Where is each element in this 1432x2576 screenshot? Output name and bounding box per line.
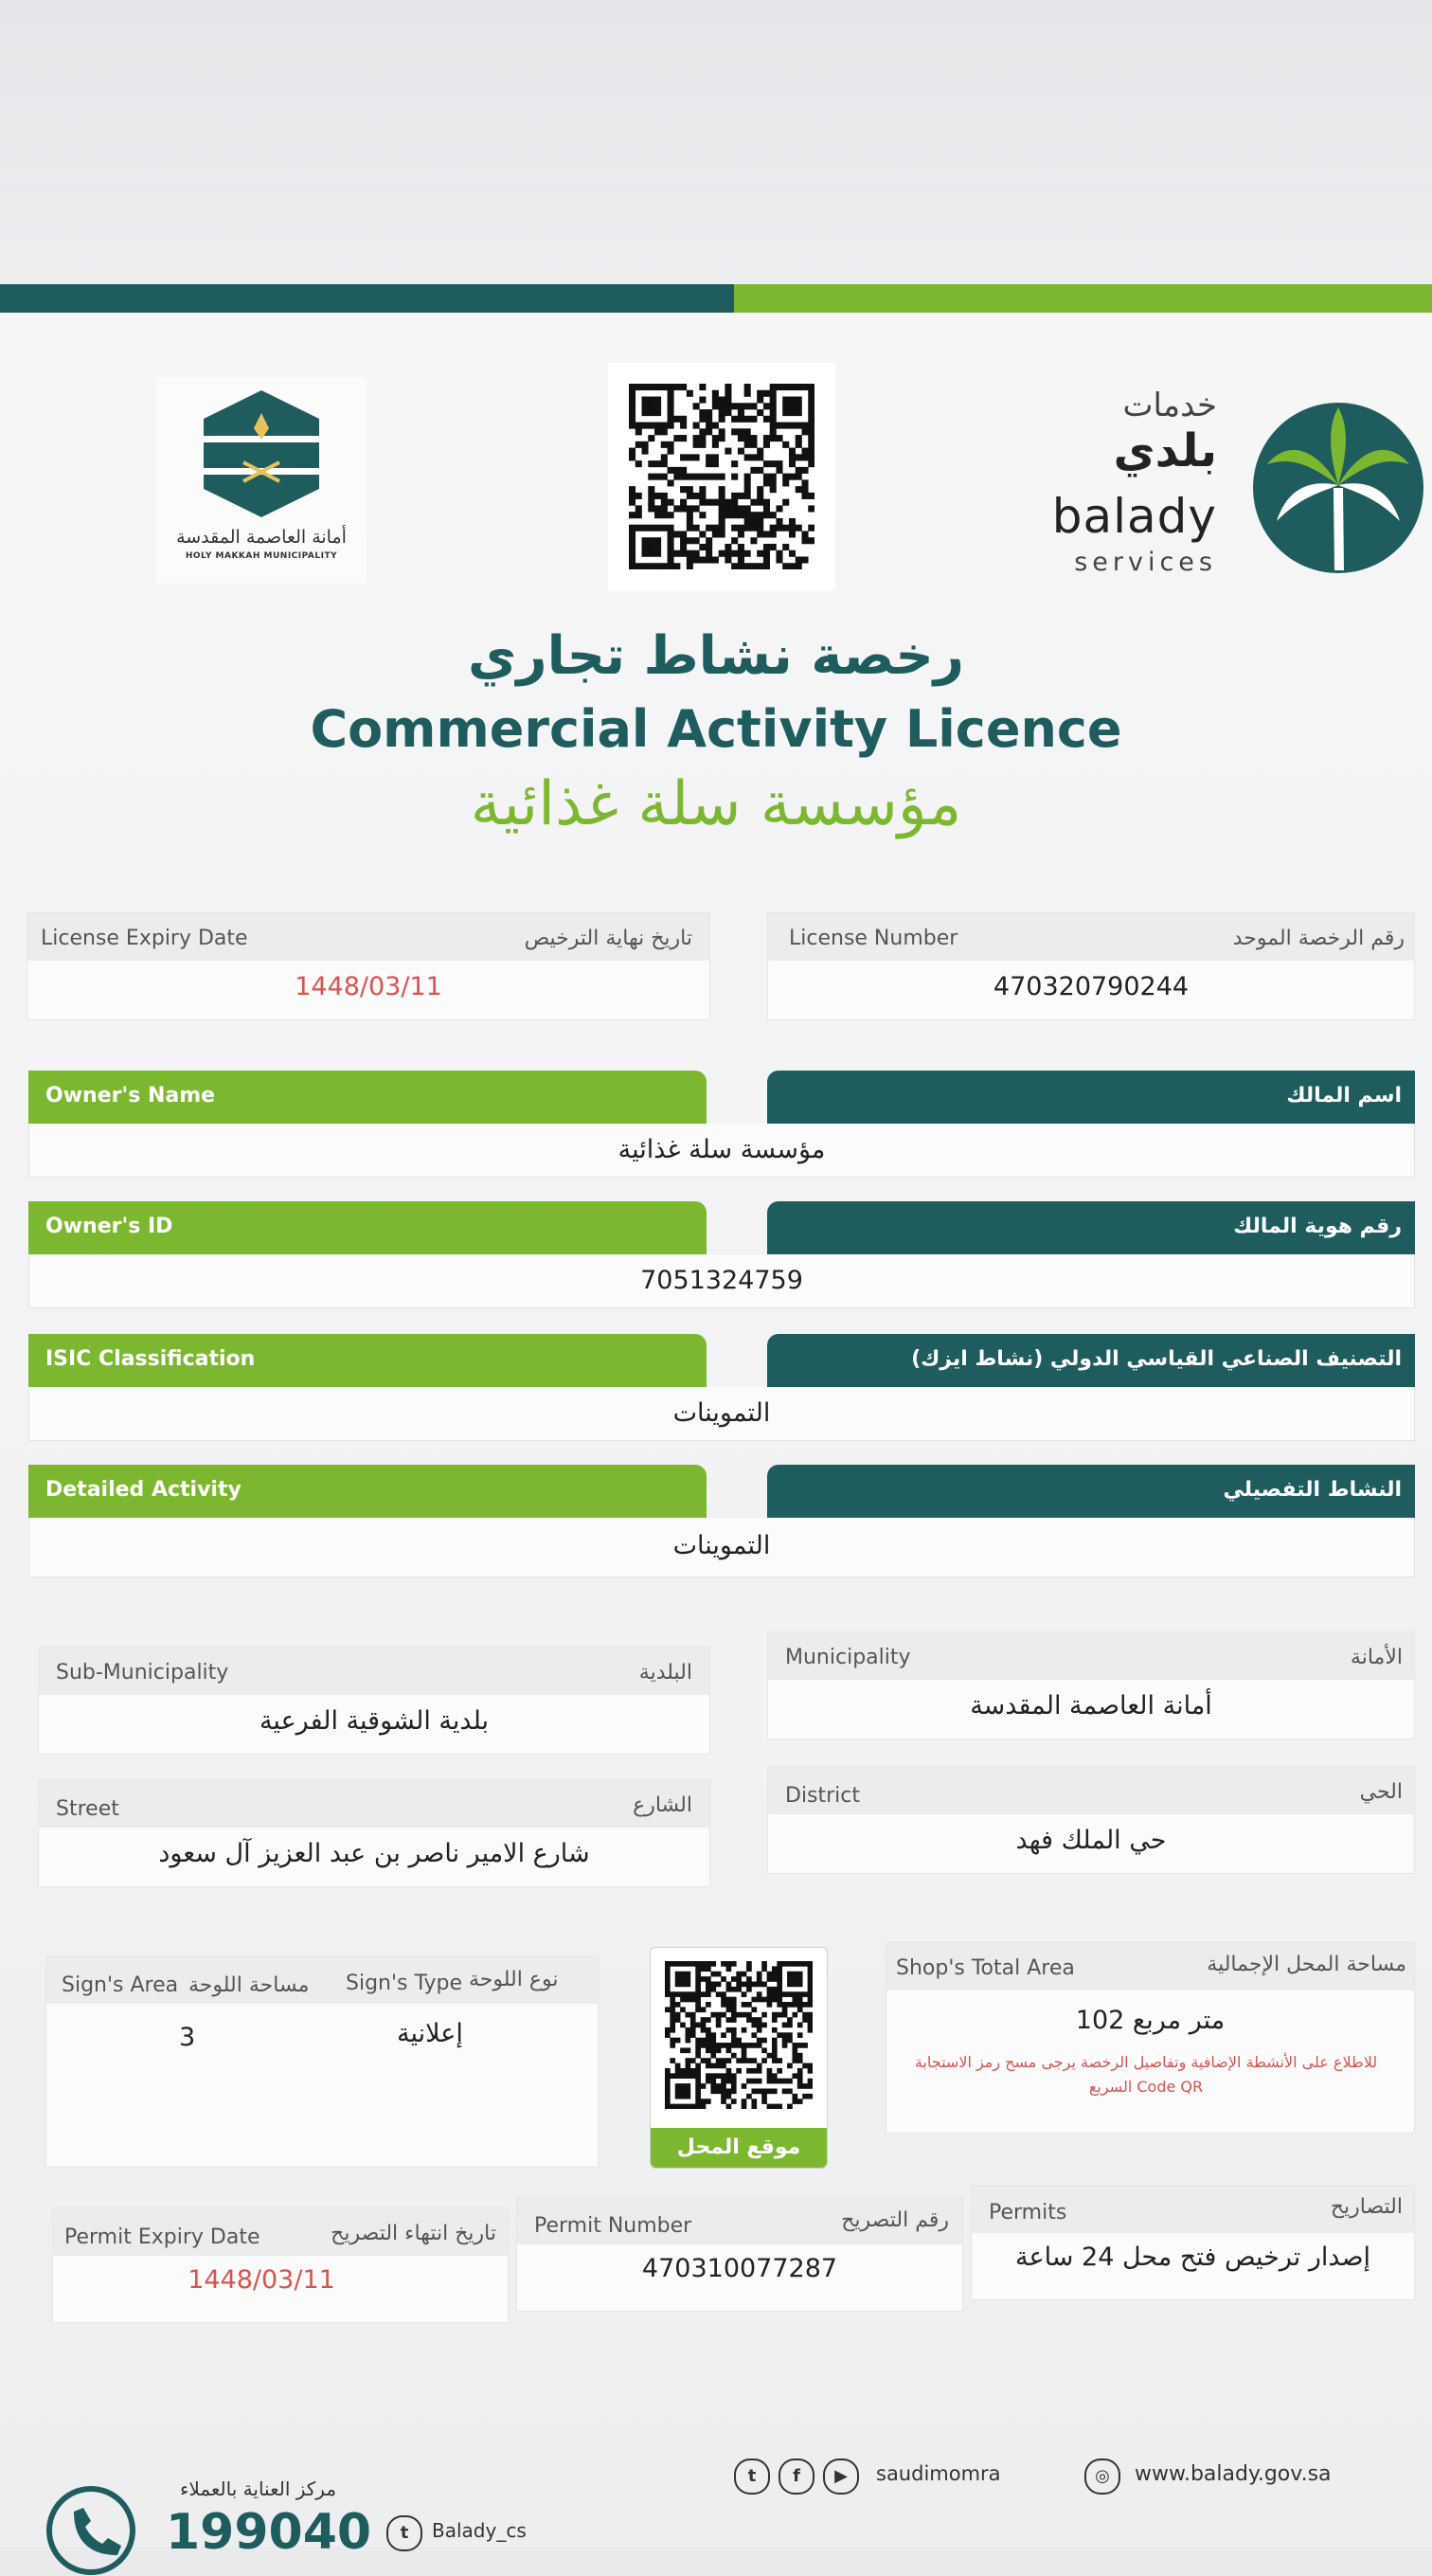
owner-name-header-ar	[767, 1071, 1415, 1124]
twitter-icon[interactable]: t	[734, 2459, 770, 2495]
district-label-en: District	[785, 1784, 861, 1808]
qr-scan-note	[890, 2050, 1402, 2099]
owner-name-row	[28, 1124, 1415, 1178]
isic-label-en: ISIC Classification	[45, 1347, 256, 1371]
isic-header-en	[28, 1334, 707, 1387]
permit-expiry-value: 1448/03/11	[188, 2265, 335, 2295]
website-link[interactable]: www.balady.gov.sa	[1135, 2462, 1332, 2486]
sign-area-label-ar: مساحة اللوحة	[188, 1973, 310, 1997]
care-center-phone[interactable]: 199040	[166, 2504, 372, 2561]
owner-name-label-en: Owner's Name	[45, 1084, 216, 1108]
balady-en-text: balady	[1051, 489, 1217, 544]
sign-area-label-en: Sign's Area	[62, 1973, 179, 1997]
license-number-value: 470320790244	[993, 972, 1190, 1001]
shop-area-value: 102 متر مربع	[1075, 2006, 1226, 2035]
sign-card	[45, 1955, 599, 2168]
makkah-logo-text-ar: أمانة العاصمة المقدسة	[176, 527, 347, 548]
license-expiry-label-en: License Expiry Date	[41, 927, 248, 950]
owner-id-row	[28, 1254, 1415, 1308]
permit-number-label-en: Permit Number	[534, 2214, 692, 2238]
license-number-label-en: License Number	[789, 927, 958, 950]
document-title-ar: رخصة نشاط تجاري	[468, 625, 964, 687]
detailed-activity-header-ar	[767, 1465, 1415, 1518]
qr-scan-note-line1: للاطلاع على الأنشطة الإضافية وتفاصيل الرخصة يرجى مسح رمز الاستجابة	[914, 2053, 1378, 2071]
document-title-en: Commercial Activity Licence	[310, 699, 1122, 759]
balady-ar-text: بلدي	[1113, 424, 1217, 477]
permits-card	[971, 2185, 1415, 2300]
owner-name-header-en	[28, 1071, 707, 1124]
qr-code-icon	[665, 1961, 813, 2109]
license-qr-code[interactable]	[608, 363, 835, 590]
permits-value: إصدار ترخيص فتح محل 24 ساعة	[1014, 2243, 1370, 2272]
owner-id-label-en: Owner's ID	[45, 1215, 173, 1238]
detailed-activity-row	[28, 1518, 1415, 1577]
license-number-card	[767, 912, 1415, 1020]
district-value: حي الملك فهد	[1015, 1826, 1167, 1855]
top-stripe-green	[734, 284, 1432, 313]
sign-type-label-en: Sign's Type	[346, 1972, 463, 1995]
municipality-card	[767, 1631, 1415, 1739]
municipality-value: أمانة العاصمة المقدسة	[970, 1691, 1212, 1720]
owner-name-label-ar: اسم المالك	[1286, 1084, 1402, 1108]
owner-id-header-ar	[767, 1201, 1415, 1254]
permit-number-card	[516, 2196, 963, 2312]
street-card	[38, 1779, 710, 1887]
background-top	[0, 0, 1432, 284]
sub-municipality-label-en: Sub-Municipality	[56, 1661, 229, 1684]
shop-area-label-ar: مساحة المحل الإجمالية	[1207, 1953, 1406, 1976]
sign-type-value: إعلانية	[397, 2019, 463, 2048]
emblem-icon	[194, 387, 329, 521]
shop-location-qr[interactable]	[650, 1947, 828, 2169]
qr-code-icon	[629, 384, 814, 569]
sub-municipality-label-ar: البلدية	[638, 1661, 692, 1684]
footer	[38, 2440, 1402, 2561]
permit-number-label-ar: رقم التصريح	[841, 2208, 949, 2232]
shop-area-card	[886, 1942, 1415, 2134]
balady-ar-top-text: خدمات	[1122, 387, 1217, 424]
isic-label-ar: التصنيف الصناعي القياسي الدولي (نشاط ايزك)	[911, 1347, 1402, 1371]
care-center-label: مركز العناية بالعملاء	[180, 2477, 337, 2500]
sign-type-label-ar: نوع اللوحة	[469, 1968, 559, 1991]
palm-logo-icon	[1248, 398, 1428, 578]
municipality-label-ar: الأمانة	[1350, 1646, 1403, 1669]
sub-municipality-card	[38, 1647, 710, 1755]
balady-services-text: services	[1074, 548, 1217, 577]
license-number-label-ar: رقم الرخصة الموحد	[1232, 927, 1405, 950]
municipality-label-en: Municipality	[785, 1646, 911, 1669]
owner-id-header-en	[28, 1201, 707, 1254]
street-value: شارع الامير ناصر بن عبد العزيز آل سعود	[158, 1839, 590, 1868]
owner-id-label-ar: رقم هوية المالك	[1233, 1215, 1402, 1238]
license-expiry-label-ar: تاريخ نهاية الترخيص	[524, 927, 692, 950]
district-label-ar: الحي	[1359, 1780, 1403, 1804]
sign-area-value: 3	[179, 2023, 196, 2052]
top-stripe-teal	[0, 284, 734, 313]
owner-name-value: مؤسسة سلة غذائية	[618, 1135, 826, 1164]
qr-scan-note-line2: السريع Code QR	[1088, 2078, 1204, 2096]
sub-municipality-value: بلدية الشوقية الفرعية	[259, 1706, 490, 1736]
permits-label-en: Permits	[989, 2201, 1067, 2225]
makkah-municipality-logo	[156, 377, 367, 584]
permit-expiry-card	[52, 2207, 509, 2323]
street-label-en: Street	[56, 1797, 119, 1821]
district-card	[767, 1766, 1415, 1874]
twitter-cs-handle[interactable]: Balady_cs	[432, 2519, 527, 2542]
facebook-icon[interactable]: f	[779, 2459, 814, 2495]
phone-icon	[45, 2485, 136, 2576]
shop-location-button[interactable]: موقع المحل	[651, 2128, 827, 2168]
shop-area-label-en: Shop's Total Area	[896, 1956, 1075, 1980]
license-expiry-card	[27, 912, 710, 1020]
globe-icon[interactable]: ◎	[1084, 2459, 1120, 2495]
isic-header-ar	[767, 1334, 1415, 1387]
owner-id-value: 7051324759	[640, 1266, 803, 1295]
detailed-activity-label-ar: النشاط التفصيلي	[1223, 1478, 1402, 1502]
permit-expiry-label-en: Permit Expiry Date	[64, 2225, 260, 2249]
detailed-activity-header-en	[28, 1465, 707, 1518]
social-handle[interactable]: saudimomra	[876, 2462, 1001, 2485]
twitter-icon[interactable]: t	[386, 2515, 422, 2551]
isic-value: التموينات	[672, 1398, 771, 1428]
license-expiry-value: 1448/03/11	[295, 972, 442, 1001]
makkah-logo-text-en: HOLY MAKKAH MUNICIPALITY	[185, 551, 338, 561]
balady-services-logo	[1028, 387, 1217, 576]
detailed-activity-value: التموينات	[672, 1531, 771, 1560]
permit-expiry-label-ar: تاريخ انتهاء التصريح	[331, 2222, 496, 2245]
establishment-name-title: مؤسسة سلة غذائية	[470, 769, 962, 839]
permits-label-ar: التصاريح	[1330, 2195, 1403, 2219]
isic-row	[28, 1387, 1415, 1441]
youtube-icon[interactable]: ▶	[823, 2459, 859, 2495]
street-label-ar: الشارع	[633, 1793, 692, 1817]
detailed-activity-label-en: Detailed Activity	[45, 1478, 242, 1502]
permit-number-value: 470310077287	[641, 2254, 838, 2283]
